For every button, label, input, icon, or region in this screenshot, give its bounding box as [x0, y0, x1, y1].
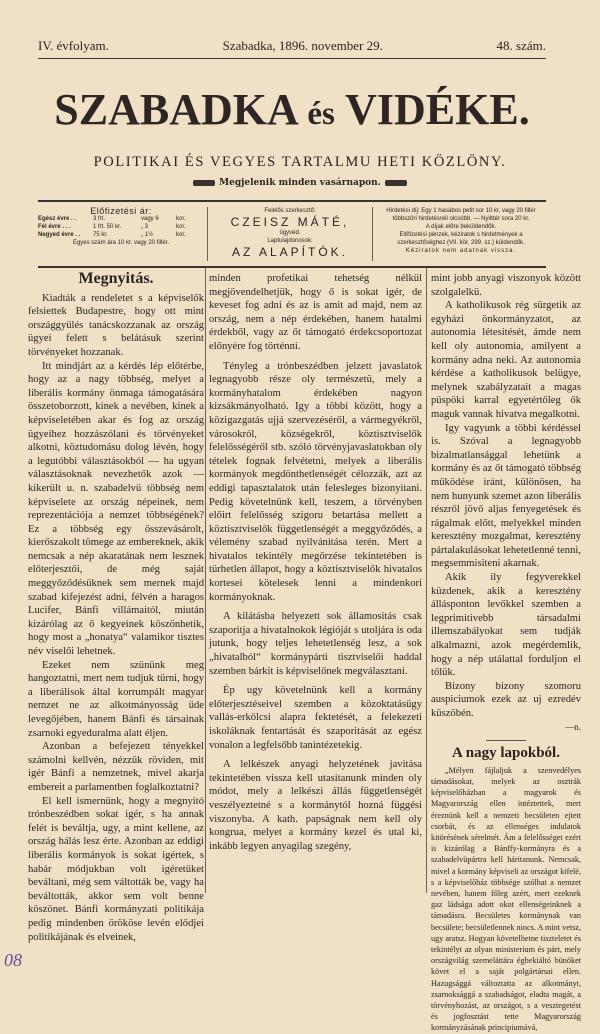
ad-address: Előfizetési pénzek, kéziratok s hirdetmények a szerkesztőséghez (VII. kör, 299. sz.) küldendők.	[397, 232, 525, 246]
unit: kor.	[176, 216, 186, 222]
article-title: Megnyitás.	[78, 270, 154, 287]
subscription-title: Előfizetési ár:	[90, 206, 152, 216]
paragraph: Itt mindjárt az a kérdés lép előtérbe, hogy az a nagy többség, melyet a liberális kormány önmaga támogatására összetoborzott, kinek a nevében, kinek a képviseletében akar és fog az ország ügyeihez hozzászólani és törvényeket alkotni, köztudomásu dolog lévén, hogy a legutóbbi választásokból — ha ugyan választásoknak nevezhetők azok — kikerült u. n. szabadelvü többség nem képviselete az ország népeinek, nem reprezentációja a nemzet többségének? Ez a többség egy összevásárolt, kierőszakolt tömege az embereknek, akik nemcsak a nép akaratának nem lesznek előterjesztői, de még saját meggyőződésüknek sem mernek majd szabad kifejezést adni, félvén a haragos Lucifer, Bánfi villámaitól, miután kizárólag az ő kegyeinek köszönhetik, hogy most a „honatya“ valamikor tisztes név viselői lehetnek.	[28, 360, 204, 658]
editor-label: Felelős szerkesztő:	[264, 208, 316, 214]
owners: AZ ALAPÍTÓK.	[231, 245, 349, 259]
paragraph: mint jobb anyagi viszonyok között szolgalelkü.	[431, 273, 581, 298]
pointing-hand-icon	[193, 180, 215, 186]
rule	[38, 200, 546, 202]
column-2	[209, 272, 422, 853]
paragraph: Igy vagyunk a többi kérdéssel is. Szóval a legnagyobb bizalmatlansággal lehetünk a kormány és az őt támogató többség működése iránt, különösen, ha nem hunyunk szemet azon liberális részről jövő aljas fenyegetések és rágalmak előtt, melyekkel minden keresztény mozgalmat, keresztény pártalakulásokat lehetetlenné tenni, megsemmisiteni akarnak.	[431, 422, 581, 570]
subtitle: POLITIKAI ÉS VEGYES TARTALMU HETI KÖZLÖNY.	[93, 154, 507, 170]
alt-price: „ 1½	[141, 232, 154, 238]
column-3	[431, 272, 581, 1034]
ad-manuscripts: Kéziratok nem adatnak vissza.	[405, 248, 517, 254]
period: Negyed évre . .	[38, 232, 81, 238]
unit: kor.	[176, 224, 186, 230]
paragraph: Bizony bizony szomoru auspiciumok ezek az uj ezredév küszöbén.	[431, 680, 581, 719]
rule	[38, 266, 546, 268]
price-row	[38, 223, 204, 231]
subscription-box	[38, 207, 204, 247]
unit: kor.	[176, 232, 186, 238]
price-row	[38, 231, 204, 239]
ad-rates: Hirdetési díj: Egy 1 hasábos petit sor 10 kr, vagy 20 fillér többszöri hirdetésnél olcsóbb. — Nyilttér sora 20 kr.	[386, 208, 536, 222]
paragraph: „Mélyen fájlaljuk a szenvedélyes támadásokat, melyek az osztrák képviselőházban a magyarok és Magyarország ellen intéztettek, mert éreznünk kell a nemzeti becsületen ejtett csorbát, és az ellenséges indulatok kitörésének sérelmét. Ám a felelősséget ezért is kizárólag a Bánffy-kormányra és a szabadelvüpártra kell háritanunk. Nemcsak, mivel a kormány képviseli az országot kifelé, s a képviselőház többsége szólhat a nemzet nevében, hanem főleg azért, mert ezeknek gaz ládsága adott okot ellenségeinknek a támadásra. Becsületes kormánynak van becsülete; becsületlennek nincs. A mint vetsz, ugy aratsz. Hogyan követelhetne tiszteletet és tekintélyt az olyan ministerium és párt, mely országvilág szemeláttára égbekiáltó bünöket követ el a saját polgártársai ellen. Hazugsággá változtatta az alkotmányt, zsarnoksággá a szabadságot, eladta magát, a törvényhozást, az országot, s a vesztegetést és jogfosztást tette Magyarország kormányzásának principiumává,	[431, 765, 581, 1033]
issue-header	[38, 38, 546, 54]
period: Egész évre . .	[38, 216, 77, 222]
paragraph: minden profetikai tehetség nélkül megjövendelhetjük, hogy ő is sokat igér, de keveset fog adni és az is amit ad majd, nem az ország, nem a nép érdekében, hanem hatalmi érdekből, vagy az őt támogató érdekcsoportozat előnyére fog történni.	[209, 273, 422, 352]
single-copy-price: Egyes szám ára 10 kr. vagy 20 fillér.	[72, 240, 170, 246]
volume: IV. évfolyam.	[38, 38, 109, 53]
editor-name: CZEISZ MÁTÉ,	[230, 215, 350, 229]
price: 75 kr.	[93, 232, 108, 238]
signature: —n.	[565, 721, 581, 732]
paragraph: A lelkészek anyagi helyzetének javitása tekintetében vissza kell utasitanunk minden oly módot, mely a lelkészi állás függetlenségét veszélyeztetné s a kormánytól hozná függési viszonyba. A kath. papságnak nem kell oly kongrua, melyet a kormány kezel és utal ki, inkább legyen anyagilag szegény,	[209, 759, 422, 852]
column-rule	[205, 268, 206, 893]
editor-title: ügyvéd.	[279, 230, 301, 236]
header-rule	[38, 58, 546, 59]
alt-price: „ 3	[141, 224, 149, 230]
column-rule	[426, 268, 427, 893]
paragraph: Ép ugy követelnünk kell a kormány előterjesztéseivel szemben a közoktatásügy vallás-erkölcsi alapra fektetését, a felekezeti iskoláknak fentartását és szaporitását az egész vonalon a legfelsőbb tanintézetekig.	[209, 685, 422, 751]
pointing-hand-icon	[385, 180, 407, 186]
ad-prepay: A díjak előre beküldendők.	[425, 224, 497, 230]
paragraph: A kilátásba helyezett sok államositás csak szaporitja a hivatalnokok légióját s utoljára is oda jutunk, hogy teljes lehetetlenség lesz, a sok „hivatalból“ kormánypárti tisztviselői haddal szemben bárkit is képviselőnek megválasztani.	[209, 611, 422, 677]
issue-number: 48. szám.	[496, 38, 546, 53]
ad-box	[376, 207, 546, 255]
masthead-word-1: SZABADKA	[54, 85, 297, 134]
editor-box	[214, 207, 366, 259]
alt-price: vagy 6	[141, 216, 159, 222]
paragraph: A katholikusok rég sürgetik az egyházi önkormányzatot, az autonomia létesitését, ámde nem kell oly autonomia, amilyent a kormány adna neki. Az autonomia kérdése a katholikusok belügye, melynek szabályzatait a magas püspöki karral egyetértőleg ők maguk vannak hivatva megalkotni.	[431, 300, 581, 420]
period: Fél évre . . .	[38, 224, 71, 230]
paragraph: Tényleg a trónbeszédben jelzett javaslatok legnagyobb része oly természetü, mely a kormányhatalom érdekében nagyon kizsákmányolható. Igy a többi között, hogy a közigazgatás ujjá szervezéséről, a vármegyékről, városokról, községekről, köztisztviselők felelősségéről stb. szóló törvényjavaslatokban oly tételek fognak felvétetni, melyek a liberális kormányok megdönthetlenségét célozzák, azt az eddigi tapasztalatok után felesleges bizonyitani. Pedig követelnünk kell, teszem, a törvényben előirt felelősség szigoru betartása mellett a köztisztviselők függetlenségét a meggyőződés, a vélemény szabad nyilvánitása terén. Mert a hivatalos tekintély megőrzése tekintetében is türhetlen állapot, hogy a köztisztviselők hivatalos kortesei kötelesek lenni a mindenkori kormányoknak.	[209, 360, 422, 603]
article-title: A nagy lapokból.	[452, 745, 560, 762]
divider	[207, 207, 208, 261]
paragraph: Ezeket nem szününk meg hangoztatni, mert nem tudjuk türni, hogy a liberálisok által korrumpált magyar nemzet ne az alkotmányosság üde levegőjében, hanem Bánfi és társainak zsarnoki egyeduralma alatt éljen.	[28, 659, 204, 739]
dateline: Szabadka, 1896. november 29.	[222, 38, 383, 53]
column-1	[28, 272, 204, 944]
paragraph: Akik ily fegyverekkel küzdenek, akik a keresztény állásponton levőkkel szemben a legprimitivebb társadalmi illemszabályokat sem tudják alkalmazni, azok megérdemlik, hogy a nép utálattal forduljon el tőlük.	[431, 572, 581, 679]
separator	[486, 740, 526, 741]
masthead-word-3: VIDÉKE.	[345, 85, 530, 134]
tagline	[0, 178, 600, 188]
price: 1 frt. 50 kr.	[93, 224, 122, 230]
paragraph: Kiadták a rendeletet s a képviselők felsiettek Budapestre, hogy ott mint országgyülés tanácskozzanak az ország ügyei felett s belátásuk szerint törvényeket hozzanak.	[28, 292, 204, 358]
divider	[372, 207, 373, 261]
margin-note: 08	[4, 950, 22, 970]
masthead-word-2: és	[307, 96, 335, 132]
price: 3 frt.	[93, 216, 106, 222]
paragraph: El kell ismernünk, hogy a megnyitó trónbeszédben sokat igér, s ha annak felét is beváltja, ugy, a mint kellene, az ország hálás lesz érte. Azonban az eddigi liberális kormányok is sokat igértek, s habár módjukban volt igéretüket beváltani, még sem váltották be, vagy ha beváltották, akkor sem volt benne köszönet. Bánfi kormányzati politikája pedig mindenben örököse levén elődjei politikájának és elveinek,	[28, 795, 204, 943]
tagline-text: Megjelenik minden vasárnapon.	[219, 178, 381, 188]
paragraph: Azonban a befejezett tényekkel számolni kellvén, nézzük röviden, mit igér Bánfi a nemzetnek, mivel akarja embereit a parlamentben foglalkoztatni?	[28, 741, 204, 793]
masthead	[38, 84, 546, 140]
owners-label: Laptulajdonosok:	[267, 238, 313, 244]
price-row	[38, 215, 204, 223]
